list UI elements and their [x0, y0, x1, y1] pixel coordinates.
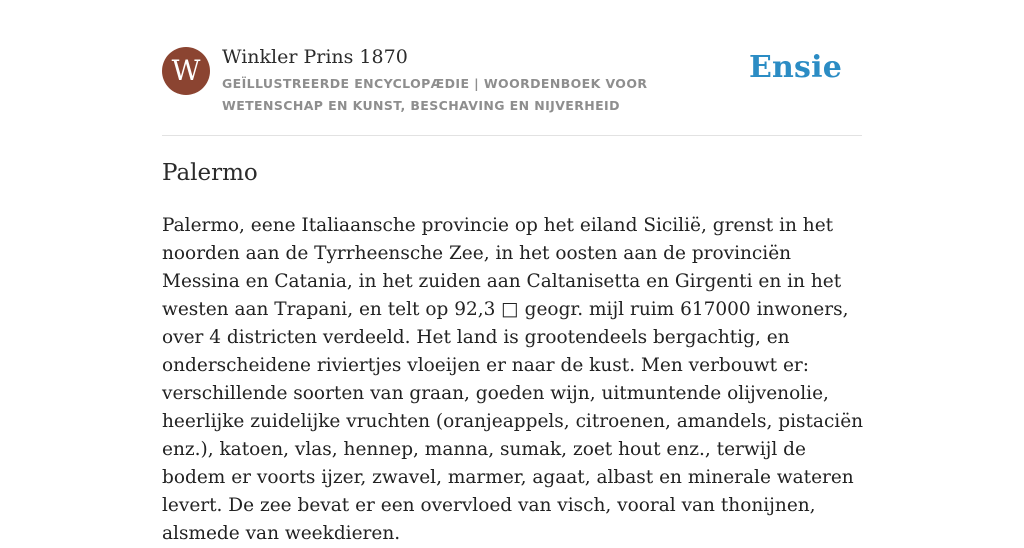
source-title[interactable]: Winkler Prins 1870 — [222, 46, 408, 68]
avatar[interactable]: W — [162, 47, 210, 95]
entry-text: Palermo, eene Italiaansche provincie op het eiland Sicilië, grenst in het noorden aan de Tyrrheensche Zee, in het oosten aan de provinciën Messina en Catania, in het zuiden aan Caltanisetta en Girgenti en in het westen aan Trapani, en telt op 92,3 □ geogr. mijl ruim 617000 inwoners, over 4 districten verdeeld. Het land is grootendeels bergachtig, en onderscheidene riviertjes vloeijen er naar de kust. Men verbouwt er: verschillende soorten van graan, goeden wijn, uitmuntende olijvenolie, heerlijke zuidelijke vruchten (oranjeappels, citroenen, amandels, pistaciën enz.), katoen, vlas, hennep, manna, sumak, zoet hout enz., terwijl de bodem er voorts ijzer, zwavel, marmer, agaat, albast en minerale wateren levert. De zee bevat er een overvloed van visch, vooral van thonijnen, alsmede van weekdieren. — [162, 215, 864, 544]
source-subtitle: GEÏLLUSTREERDE ENCYCLOPÆDIE | WOORDENBOEK VOOR WETENSCHAP EN KUNST, BESCHAVING EN NIJVERHEID — [222, 76, 648, 113]
divider — [162, 135, 862, 136]
page-title: Palermo — [162, 160, 258, 186]
ensie-logo[interactable]: Ensie — [748, 50, 842, 85]
